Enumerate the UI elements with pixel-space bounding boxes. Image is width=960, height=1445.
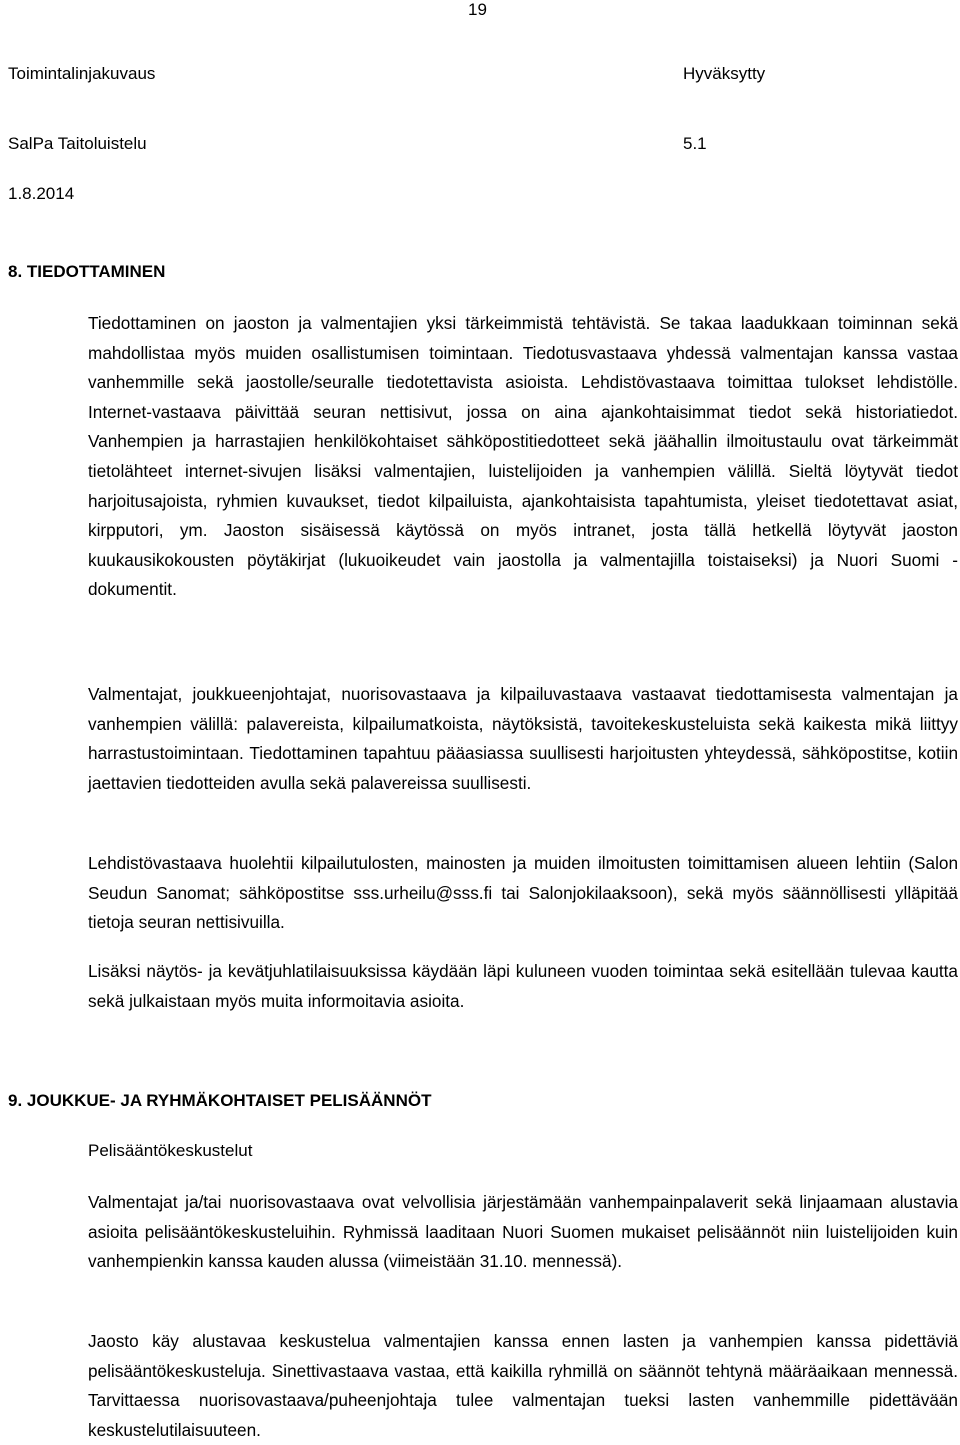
section-8-paragraph: Valmentajat, joukkueenjohtajat, nuorisovastaava ja kilpailuvastaava vastaavat tiedottamisesta valmentajan ja vanhempien välillä: palavereista, kilpailumatkoista, näytöksistä, tavoitekeskusteluista sekä kaikesta mikä liittyy harrastustoimintaan. Tiedottaminen tapahtuu pääasiassa suullisesti harjoitusten yhteydessä, sähköpostitse, kotiin jaettavien tiedotteiden avulla sekä palavereissa suullisesti. <box>88 684 958 793</box>
section-9-subheading: Pelisääntökeskustelut <box>88 1141 253 1160</box>
page-number: 19 <box>468 0 487 19</box>
document-title: Toimintalinjakuvaus <box>8 64 156 83</box>
document-date: 1.8.2014 <box>8 184 75 203</box>
section-9-paragraph: Valmentajat ja/tai nuorisovastaava ovat velvollisia järjestämään vanhempainpalaverit sekä linjaamaan alustavia asioita pelisääntökeskusteluihin. Ryhmissä laaditaan Nuori Suomen mukaiset pelisäännöt niin luistelijoiden kuin vanhempienkin kanssa kauden alussa (viimeistään 31.10. mennessä). <box>88 1192 958 1272</box>
organization-name: SalPa Taitoluistelu <box>8 134 147 153</box>
section-9-paragraph: Jaosto käy alustavaa keskustelua valmentajien kanssa ennen lasten ja vanhempien kanssa pidettäviä pelisääntökeskusteluja. Sinettivastaava vastaa, että kaikilla ryhmillä on säännöt tehtynä määräaikaan mennessä. Tarvittaessa nuorisovastaava/puheenjohtaja tulee valmentajan tueksi lasten vanhemmille pidettävään keskustelutilaisuuteen. <box>88 1331 958 1440</box>
section-8-paragraph: Lehdistövastaava huolehtii kilpailutulosten, mainosten ja muiden ilmoitusten toimittamisen alueen lehtiin (Salon Seudun Sanomat; sähköpostitse sss.urheilu@sss.fi tai Salonjokilaaksoon), sekä myös säännöllisesti ylläpitää tietoja seuran nettisivuilla. <box>88 853 958 933</box>
section-8-paragraph: Lisäksi näytös- ja kevätjuhlatilaisuuksissa käydään läpi kuluneen vuoden toimintaa sekä esitellään tulevaa kautta sekä julkaistaan myös muita informoitavia asioita. <box>88 961 958 1011</box>
section-8-heading: 8. TIEDOTTAMINEN <box>8 262 166 281</box>
approval-status: Hyväksytty <box>683 64 766 83</box>
section-9-heading: 9. JOUKKUE- JA RYHMÄKOHTAISET PELISÄÄNNÖT <box>8 1091 432 1110</box>
document-version: 5.1 <box>683 134 707 153</box>
section-8-paragraph: Tiedottaminen on jaoston ja valmentajien yksi tärkeimmistä tehtävistä. Se takaa laadukkaan toiminnan sekä mahdollistaa myös muiden osallistumisen toimintaan. Tiedotusvastaava yhdessä valmentajan kanssa vastaa vanhemmille sekä jaostolle/seuralle tiedotettavista asioista. Lehdistövastaava toimittaa tulokset lehdistölle. Internet-vastaava päivittää seuran nettisivut, jossa on aina ajankohtaisimmat tiedot sekä historiatiedot. Vanhempien ja harrastajien henkilökohtaiset sähköpostitiedotteet sekä jäähallin ilmoitustaulu ovat tärkeimmät tietolähteet internet-sivujen lisäksi valmentajien, luistelijoiden ja vanhempien välillä. Sieltä löytyvät tiedot harjoitusajoista, ryhmien kuvaukset, tiedot kilpailuista, ajankohtaisista tapahtumista, yleiset tiedotettavat asiat, kirpputori, ym. Jaoston sisäisessä käytössä on myös intranet, josta tällä hetkellä löytyvät jaoston kuukausikokousten pöytäkirjat (lukuoikeudet vain jaostolla ja valmentajilla toistaiseksi) ja Nuori Suomi - dokumentit. <box>88 313 958 600</box>
